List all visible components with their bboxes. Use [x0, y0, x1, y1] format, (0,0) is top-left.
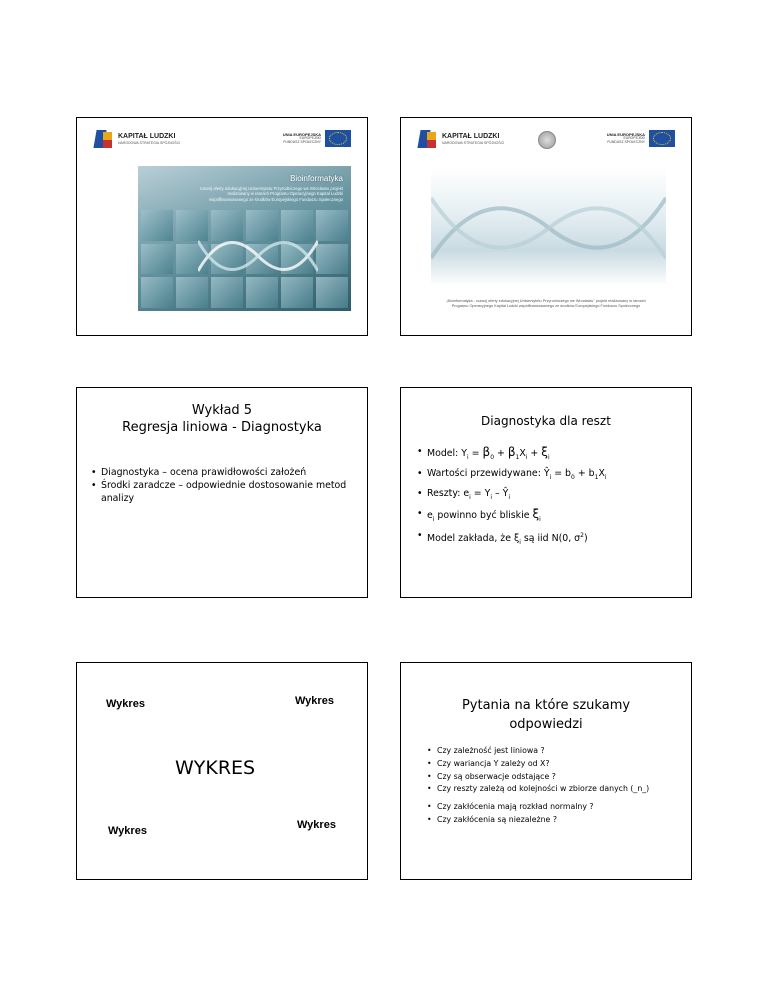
- list-item-predicted: • Wartości przewidywane: $Ŷ_i = b_0 + b_1X_i$: [415, 466, 685, 486]
- kapital-ludzki-logo: [95, 130, 180, 148]
- dna-artwork: [431, 168, 666, 286]
- eu-line-2: EUROPEJSKI: [623, 135, 645, 140]
- list-item: • Czy zakłócenia są niezależne ?: [425, 814, 685, 827]
- list-item: • Czy zależność jest liniowa ?: [425, 745, 685, 758]
- title-line-2: Regresja liniowa - Diagnostyka: [122, 420, 322, 435]
- dna-helix-icon: [198, 226, 318, 286]
- plot-label-center: WYKRES: [175, 757, 256, 779]
- question-list: [425, 745, 685, 827]
- list-item-close: • $e_i$ powinno być bliskie $\xi_i$: [415, 506, 685, 528]
- slide-3: [76, 387, 368, 598]
- slide-4: [400, 387, 692, 598]
- eu-line-3: FUNDUSZ SPOŁECZNY: [283, 139, 321, 144]
- list-item: • Czy są obserwacje odstające ?: [425, 771, 685, 784]
- plot-label-bottom-right: Wykres: [297, 819, 336, 831]
- list-item-residuals: • Reszty: $e_i = Y_i$ – $Ŷ_i$: [415, 486, 685, 506]
- logo-title: KAPITAŁ LUDZKI: [118, 132, 176, 140]
- slide-title: Diagnostyka dla reszt: [481, 414, 611, 428]
- banner-title: Bioinformatyka: [290, 174, 343, 183]
- eu-line-1: UNIA EUROPEJSKA: [282, 131, 321, 137]
- title-line-1: Wykład 5: [191, 403, 253, 418]
- slide-5: [76, 662, 368, 880]
- eu-line-1: UNIA EUROPEJSKA: [606, 131, 645, 137]
- slide-2: [400, 117, 692, 336]
- list-item: • Czy zakłócenia mają rozkład normalny ?: [425, 801, 685, 814]
- logo-subtitle: NARODOWA STRATEGIA SPÓJNOŚCI: [118, 140, 181, 145]
- project-footer: „Bioinformatyka - rozwój oferty edukacyjnej Uniwersytetu Przyrodniczego we Wrocławiu" projekt realizowany w ramach Programu Operacyjnego Kapitał Ludzki współfinansowanego ze środków Europejskiego Funduszu Społecznego: [446, 299, 646, 309]
- list-item: • Czy reszty zależą od kolejności w zbiorze danych (_n_): [425, 783, 685, 796]
- kapital-ludzki-logo: [419, 130, 504, 148]
- bullet-list-2: [415, 506, 685, 551]
- list-item: • Czy wariancja Y zależy od X?: [425, 758, 685, 771]
- logo-title: KAPITAŁ LUDZKI: [442, 132, 500, 140]
- plot-label-top-right: Wykres: [295, 695, 334, 707]
- slide-title: [401, 696, 691, 734]
- list-item: • Diagnostyka – ocena prawidłowości założeń: [89, 466, 361, 479]
- eu-flag-icon: [649, 130, 675, 147]
- university-seal-icon: [538, 131, 556, 149]
- logo-subtitle: NARODOWA STRATEGIA SPÓJNOŚCI: [442, 140, 505, 145]
- title-line-1: Pytania na które szukamy: [461, 698, 631, 713]
- bullet-list: [89, 466, 361, 505]
- slide-1: [76, 117, 368, 336]
- kapital-ludzki-mark-icon: [419, 130, 437, 148]
- eu-logo: [283, 130, 351, 147]
- eu-logo: [607, 130, 675, 147]
- title-line-2: odpowiedzi: [509, 717, 583, 732]
- banner-description: rozwój oferty edukacyjnej Uniwersytetu Przyrodniczego we Wrocławiu projekt realizowany w ramach Programu Operacyjnego Kapitał Ludzki współfinansowanego ze środków Europejskiego Funduszu Społecznego: [199, 186, 343, 202]
- slide-title: [77, 402, 367, 436]
- bioinformatyka-banner: [138, 166, 351, 311]
- eu-flag-icon: [325, 130, 351, 147]
- list-item-model: • Model: $Y_i = \beta_0 + \beta_1X_i + \xi_i$: [415, 444, 685, 466]
- plot-label-top-left: Wykres: [106, 698, 145, 710]
- eu-line-2: EUROPEJSKI: [299, 135, 321, 140]
- kapital-ludzki-mark-icon: [95, 130, 113, 148]
- plot-label-bottom-left: Wykres: [108, 825, 147, 837]
- slide-6: [400, 662, 692, 880]
- bullet-list: [415, 444, 685, 506]
- dna-helix-icon: [431, 168, 666, 286]
- list-item-assumption: • Model zakłada, że $\xi_i$ są iid N(0, $\sigma^2$): [415, 528, 685, 551]
- eu-line-3: FUNDUSZ SPOŁECZNY: [607, 139, 645, 144]
- list-item: • Środki zaradcze – odpowiednie dostosowanie metod analizy: [89, 479, 361, 505]
